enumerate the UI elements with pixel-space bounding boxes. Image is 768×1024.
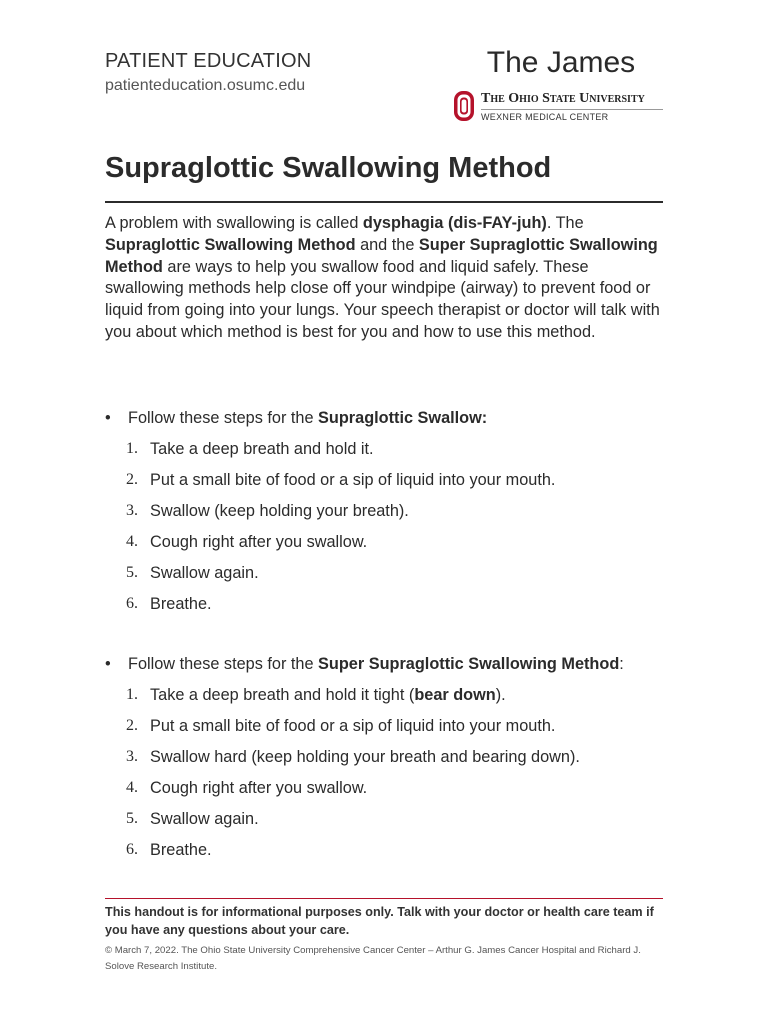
intro-text: A problem with swallowing is called <box>105 214 363 232</box>
list-item: 6. Breathe. <box>126 595 212 613</box>
list-item: 2. Put a small bite of food or a sip of liquid into your mouth. <box>126 717 556 735</box>
super-supraglottic-steps-section <box>105 653 663 861</box>
list-item: 2. Put a small bite of food or a sip of liquid into your mouth. <box>126 471 556 489</box>
steps-list <box>105 438 663 615</box>
list-item: 1. Take a deep breath and hold it. <box>126 440 374 458</box>
footer-divider <box>105 898 663 899</box>
website-url: patienteducation.osumc.edu <box>105 77 306 94</box>
supraglottic-steps-section <box>105 407 663 615</box>
medical-center-name: WEXNER MEDICAL CENTER <box>481 111 609 122</box>
title-divider <box>105 201 663 203</box>
university-logo <box>453 90 663 122</box>
header-left <box>105 50 311 95</box>
steps-list <box>105 684 663 861</box>
list-item: 3. Swallow (keep holding your breath). <box>126 502 409 520</box>
list-item: 4. Cough right after you swallow. <box>126 779 368 797</box>
list-item: 6. Breathe. <box>126 841 212 859</box>
bullet-icon: • <box>105 409 111 427</box>
list-item: 5. Swallow again. <box>126 564 259 582</box>
section-label: PATIENT EDUCATION <box>105 50 312 72</box>
document-title: Supraglottic Swallowing Method <box>105 152 552 184</box>
method-name: Super Supraglottic Swallowing Method <box>318 655 620 673</box>
intro-paragraph <box>105 213 663 344</box>
section-lead: • Follow these steps for the Supraglottic Swallow: <box>105 409 488 427</box>
intro-bold-term: dysphagia (dis-FAY-juh) <box>362 214 547 232</box>
intro-bold-term: Super Supraglottic Swallowing Method <box>105 235 658 276</box>
brand-name: The James <box>486 46 636 79</box>
list-item: 5. Swallow again. <box>126 810 259 828</box>
university-name: The Ohio State University <box>481 91 663 110</box>
block-o-icon <box>453 90 475 122</box>
intro-bold-term: Supraglottic Swallowing Method <box>105 235 356 254</box>
list-item: 4. Cough right after you swallow. <box>126 533 368 551</box>
bullet-icon: • <box>105 655 111 673</box>
intro-text: and the <box>355 235 419 254</box>
document-page <box>105 0 663 1024</box>
footer-copyright: © March 7, 2022. The Ohio State University Comprehensive Cancer Center – Arthur G. James Cancer Hospital and Richard J. Solove Research Institute. <box>105 945 641 972</box>
list-item: 1. Take a deep breath and hold it tight (bear down). <box>126 686 506 704</box>
brand-block <box>453 46 663 122</box>
intro-text: are ways to help you swallow food and liquid safely. These swallowing methods help close off your windpipe (airway) to prevent food or liquid from going into your lungs. Your speech therapist or doctor will talk with you about which method is best for you and how to use this method. <box>105 257 660 341</box>
section-lead: • Follow these steps for the Super Supraglottic Swallowing Method: <box>105 655 624 673</box>
method-name: Supraglottic Swallow: <box>318 409 488 427</box>
intro-text: . The <box>546 214 584 232</box>
footer-disclaimer: This handout is for informational purposes only. Talk with your doctor or health care team if you have any questions about your care. <box>105 905 654 937</box>
list-item: 3. Swallow hard (keep holding your breath and bearing down). <box>126 748 580 766</box>
